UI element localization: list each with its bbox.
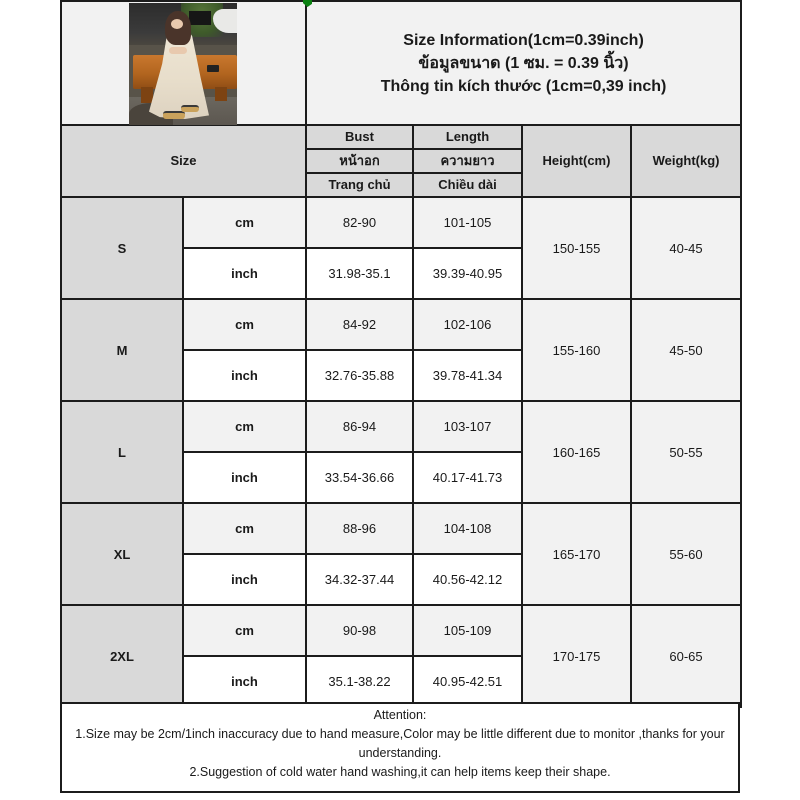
bust-cm-value: 86-94 [306,401,413,452]
size-value: S [61,197,183,299]
weight-value: 50-55 [631,401,741,503]
bust-cm-value: 82-90 [306,197,413,248]
photo-phone [207,65,219,72]
column-header-row-1 [61,125,741,149]
size-value: XL [61,503,183,605]
bust-inch-value: 34.32-37.44 [306,554,413,605]
height-value: 165-170 [522,503,631,605]
bust-inch-value: 33.54-36.66 [306,452,413,503]
bust-cm-value: 90-98 [306,605,413,656]
photo-model-face [171,19,183,29]
length-cm-value: 103-107 [413,401,522,452]
length-cm-value: 105-109 [413,605,522,656]
unit-inch-label: inch [183,452,306,503]
bust-inch-value: 31.98-35.1 [306,248,413,299]
unit-inch-label: inch [183,656,306,707]
height-value: 160-165 [522,401,631,503]
length-cm-value: 101-105 [413,197,522,248]
size-value: M [61,299,183,401]
length-header-th: ความยาว [413,149,522,173]
product-photo [129,3,237,125]
photo-dark-block [189,11,211,25]
title-english: Size Information(1cm=0.39inch) [403,31,644,49]
size-value: 2XL [61,605,183,707]
length-inch-value: 40.56-42.12 [413,554,522,605]
table-row-l-cm [61,401,741,452]
unit-inch-label: inch [183,248,306,299]
bust-header-vi: Trang chủ [306,173,413,197]
bust-inch-value: 35.1-38.22 [306,656,413,707]
length-inch-value: 40.95-42.51 [413,656,522,707]
photo-sandal [163,111,185,119]
unit-cm-label: cm [183,503,306,554]
size-value: L [61,401,183,503]
height-value: 150-155 [522,197,631,299]
length-header-en: Length [413,125,522,149]
length-cm-value: 104-108 [413,503,522,554]
length-header-vi: Chiều dài [413,173,522,197]
height-value: 170-175 [522,605,631,707]
weight-value: 45-50 [631,299,741,401]
title-thai: ข้อมูลขนาด (1 ซม. = 0.39 นิ้ว) [418,54,629,72]
attention-box [60,702,740,793]
length-inch-value: 39.39-40.95 [413,248,522,299]
unit-inch-label: inch [183,350,306,401]
table-row-xl-cm [61,503,741,554]
height-header: Height(cm) [522,125,631,197]
table-row-s-cm [61,197,741,248]
photo-bench-leg [215,87,227,101]
size-column-header: Size [61,125,306,197]
unit-cm-label: cm [183,605,306,656]
weight-header: Weight(kg) [631,125,741,197]
title-vietnamese: Thông tin kích thước (1cm=0,39 inch) [380,77,667,95]
size-table [60,0,742,708]
bust-cm-value: 84-92 [306,299,413,350]
product-photo-cell [61,1,306,125]
unit-cm-label: cm [183,197,306,248]
unit-cm-label: cm [183,401,306,452]
bust-inch-value: 32.76-35.88 [306,350,413,401]
attention-line-2: 2.Suggestion of cold water hand washing,it can help items keep their shape. [189,765,611,779]
table-row-m-cm [61,299,741,350]
photo-bench-leg [141,87,153,103]
weight-value: 60-65 [631,605,741,707]
length-inch-value: 39.78-41.34 [413,350,522,401]
bust-header-th: หน้าอก [306,149,413,173]
photo-model-arm [169,47,187,54]
weight-value: 55-60 [631,503,741,605]
title-cell [306,1,741,125]
attention-line-1: 1.Size may be 2cm/1inch inaccuracy due to hand measure,Color may be little different due to monitor ,thanks for your understanding. [75,727,725,760]
top-header-row [61,1,741,125]
unit-cm-label: cm [183,299,306,350]
attention-heading: Attention: [373,708,427,722]
bust-header-en: Bust [306,125,413,149]
weight-value: 40-45 [631,197,741,299]
table-row-2xl-cm [61,605,741,656]
bust-cm-value: 88-96 [306,503,413,554]
photo-sandal [181,105,199,112]
length-inch-value: 40.17-41.73 [413,452,522,503]
height-value: 155-160 [522,299,631,401]
length-cm-value: 102-106 [413,299,522,350]
unit-inch-label: inch [183,554,306,605]
